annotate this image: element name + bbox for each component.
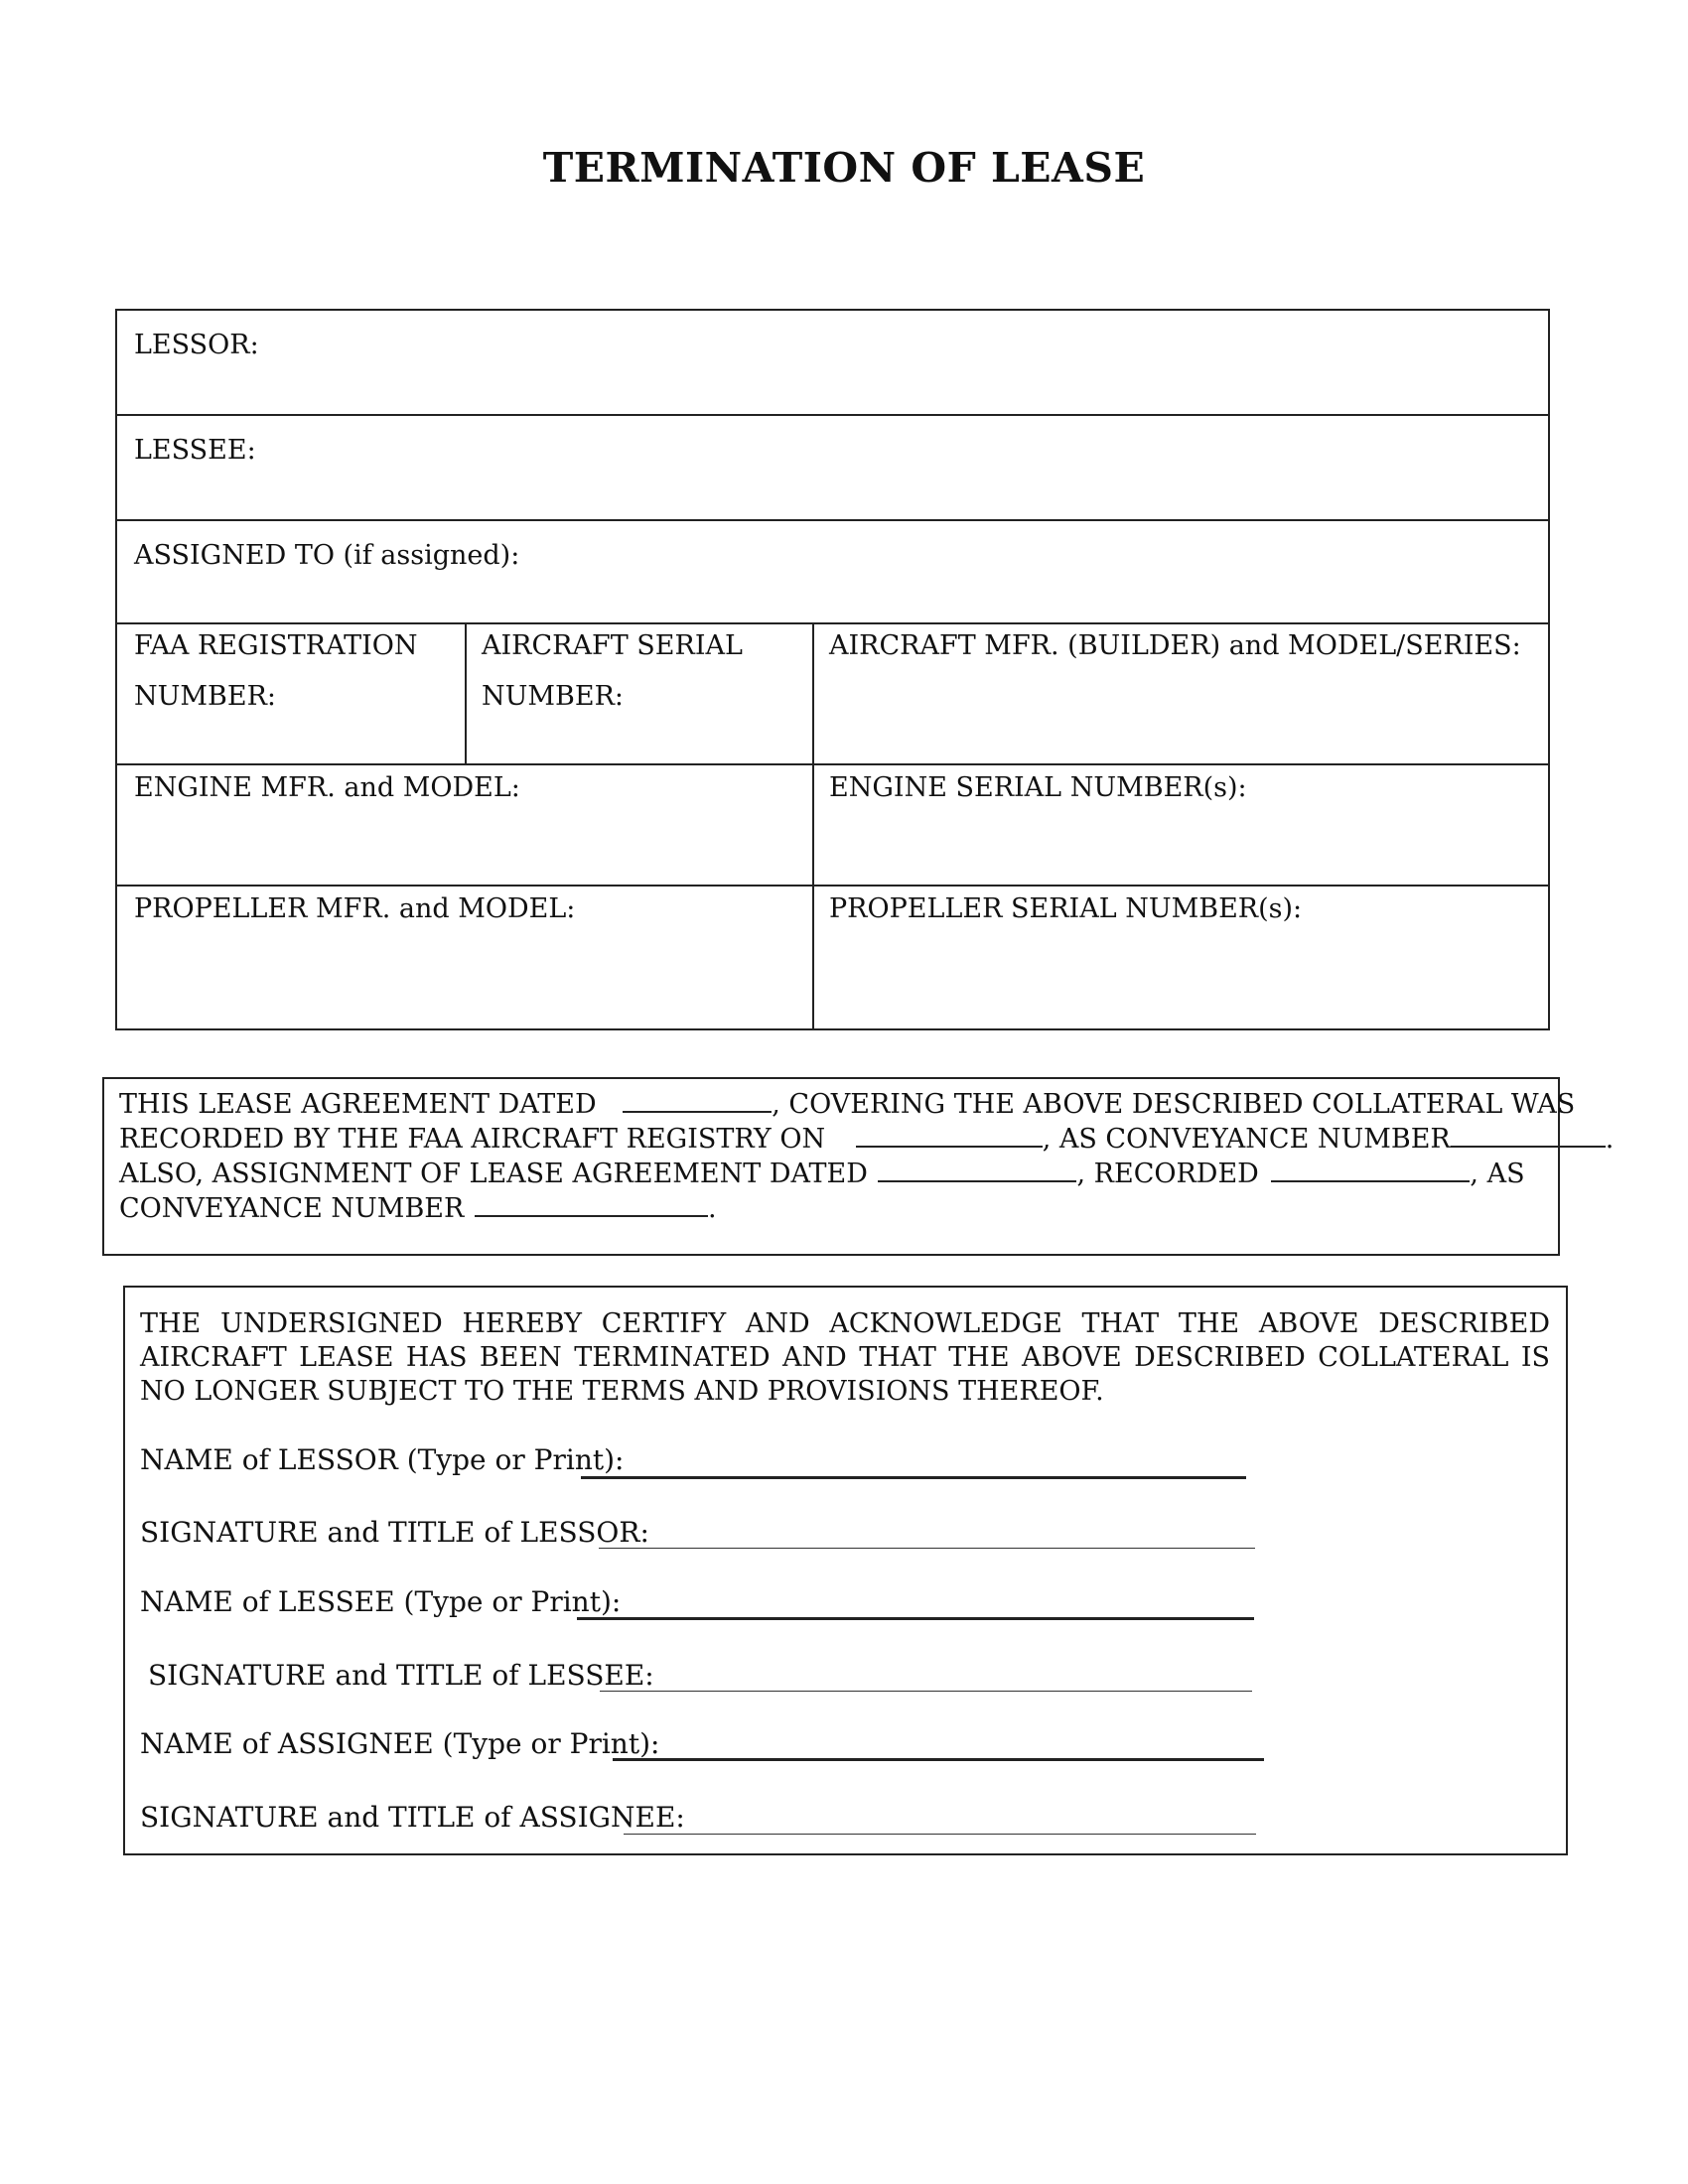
certification-statement: THE UNDERSIGNED HEREBY CERTIFY AND ACKNOWLEDGE THAT THE ABOVE DESCRIBED AIRCRAFT LEASE HAS BEEN TERMINATED AND THAT THE ABOVE DESCRIBED COLLATERAL IS NO LONGER SUBJECT TO THE TERMS AND PROVISIONS THEREOF.: [140, 1308, 1550, 1407]
signature-lessor-line[interactable]: [599, 1548, 1255, 1549]
aircraft-mfr-field[interactable]: AIRCRAFT MFR. (BUILDER) and MODEL/SERIES:: [829, 630, 1521, 661]
signature-lessor-label: SIGNATURE and TITLE of LESSOR:: [140, 1516, 649, 1549]
recording-text: , AS: [1470, 1159, 1525, 1189]
recording-text: , COVERING THE ABOVE DESCRIBED COLLATERAL WAS: [772, 1089, 1576, 1120]
recording-line-4: [119, 1191, 717, 1226]
table-divider: [117, 519, 1548, 521]
assignment-conveyance-blank[interactable]: [475, 1191, 708, 1217]
name-lessee-line[interactable]: [577, 1617, 1254, 1620]
conveyance-number-blank[interactable]: [1451, 1122, 1606, 1148]
parties-table: [115, 309, 1550, 1030]
recording-text: RECORDED BY THE FAA AIRCRAFT REGISTRY ON: [119, 1124, 826, 1155]
assigned-to-field[interactable]: ASSIGNED TO (if assigned):: [134, 540, 520, 571]
recording-text: .: [1605, 1124, 1615, 1155]
table-divider: [465, 622, 467, 763]
signature-assignee-label: SIGNATURE and TITLE of ASSIGNEE:: [140, 1801, 685, 1834]
signature-assignee-line[interactable]: [624, 1834, 1256, 1835]
table-divider: [812, 622, 814, 1030]
name-lessor-line[interactable]: [581, 1476, 1246, 1479]
recording-text: , AS CONVEYANCE NUMBER: [1042, 1124, 1451, 1155]
lease-date-blank[interactable]: [623, 1087, 772, 1113]
name-lessor-label: NAME of LESSOR (Type or Print):: [140, 1443, 625, 1476]
name-lessee-label: NAME of LESSEE (Type or Print):: [140, 1585, 622, 1618]
engine-serial-field[interactable]: ENGINE SERIAL NUMBER(s):: [829, 772, 1247, 803]
recording-text: CONVEYANCE NUMBER: [119, 1193, 465, 1224]
recording-line-1: [119, 1087, 1575, 1122]
recording-text: ALSO, ASSIGNMENT OF LEASE AGREEMENT DATED: [119, 1159, 868, 1189]
engine-mfr-field[interactable]: ENGINE MFR. and MODEL:: [134, 772, 520, 803]
recording-text: , RECORDED: [1076, 1159, 1259, 1189]
recording-text: .: [707, 1193, 717, 1224]
assignment-date-blank[interactable]: [878, 1157, 1076, 1182]
lessor-field[interactable]: LESSOR:: [134, 330, 259, 360]
recorded-date-blank[interactable]: [856, 1122, 1043, 1148]
signature-lessee-line[interactable]: [600, 1691, 1252, 1692]
recording-line-3: [119, 1157, 1525, 1191]
aircraft-serial-field[interactable]: AIRCRAFT SERIAL NUMBER:: [482, 630, 743, 712]
recording-text: THIS LEASE AGREEMENT DATED: [119, 1089, 597, 1120]
assignment-recorded-blank[interactable]: [1271, 1157, 1470, 1182]
recording-line-2: [119, 1122, 1614, 1157]
propeller-mfr-field[interactable]: PROPELLER MFR. and MODEL:: [134, 893, 576, 924]
propeller-serial-field[interactable]: PROPELLER SERIAL NUMBER(s):: [829, 893, 1303, 924]
signature-lessee-label: SIGNATURE and TITLE of LESSEE:: [148, 1659, 654, 1692]
faa-registration-field[interactable]: FAA REGISTRATION NUMBER:: [134, 630, 418, 712]
name-assignee-line[interactable]: [613, 1758, 1264, 1761]
recording-box: [102, 1077, 1615, 1256]
table-divider: [117, 414, 1548, 416]
lessee-field[interactable]: LESSEE:: [134, 435, 256, 466]
name-assignee-label: NAME of ASSIGNEE (Type or Print):: [140, 1727, 660, 1760]
certification-box: [123, 1286, 1568, 1855]
document-title: TERMINATION OF LEASE: [542, 144, 1146, 192]
